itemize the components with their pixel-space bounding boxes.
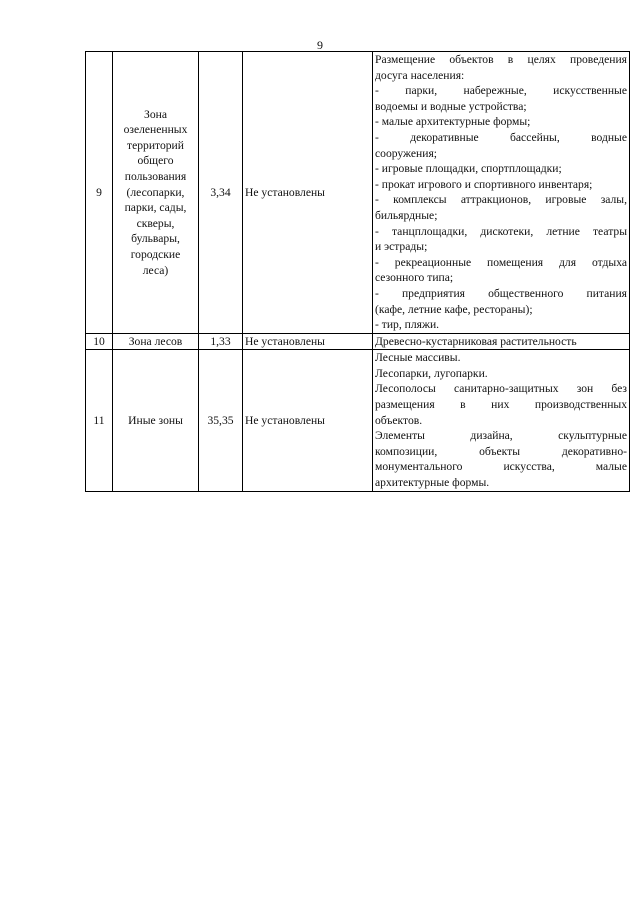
permitted-use-line: - декоративные бассейны, водные xyxy=(375,130,627,144)
permitted-use-line: Лесополосы санитарно-защитных зон без xyxy=(375,382,627,396)
zone-name-line: озелененных xyxy=(123,123,188,137)
zone-name-line: городские xyxy=(130,247,181,261)
permitted-use-line: размещения в них производственных xyxy=(375,398,627,412)
zones-table-body xyxy=(86,52,630,492)
permitted-use-line: - предприятия общественного питания xyxy=(375,286,627,300)
permitted-use-line: композиции, объекты декоративно- xyxy=(375,444,627,458)
page-number: 9 xyxy=(317,38,323,52)
zone-area: 3,34 xyxy=(199,52,243,334)
permitted-use-line: Размещение объектов в целях проведения xyxy=(375,53,627,66)
permitted-use-line: монументального искусства, малые xyxy=(375,460,627,474)
zone-limits: Не установлены xyxy=(243,333,373,350)
permitted-use-line: (кафе, летние кафе, рестораны); xyxy=(375,302,533,316)
zone-number: 10 xyxy=(86,333,113,350)
zones-table xyxy=(85,51,630,492)
zone-permitted-uses xyxy=(373,333,630,350)
table-row xyxy=(86,333,630,350)
permitted-use-line: - прокат игрового и спортивного инвентаря; xyxy=(375,177,593,191)
zone-name-line: Зона лесов xyxy=(128,334,183,348)
permitted-use-line: - игровые площадки, спортплощадки; xyxy=(375,162,562,176)
zone-name-line: пользования xyxy=(124,169,187,183)
zone-name-line: бульвары, xyxy=(131,232,180,246)
zone-area: 35,35 xyxy=(199,350,243,491)
permitted-use-line: - тир, пляжи. xyxy=(375,318,440,332)
permitted-use-line: архитектурные формы. xyxy=(375,476,490,490)
zone-number: 9 xyxy=(86,52,113,334)
zone-limits: Не установлены xyxy=(243,350,373,491)
zone-name-line: территорий xyxy=(127,138,184,152)
table-row xyxy=(86,52,630,334)
zone-name-line: парки, сады, xyxy=(124,201,187,215)
zone-permitted-uses xyxy=(373,52,630,334)
permitted-use-line: Лесные массивы. xyxy=(375,351,461,365)
zone-area: 1,33 xyxy=(199,333,243,350)
zone-name-line: леса) xyxy=(142,263,169,277)
permitted-use-line: объектов. xyxy=(375,413,423,427)
permitted-use-line: - парки, набережные, искусственные xyxy=(375,84,627,98)
zone-name-line: Зона xyxy=(144,107,167,121)
zone-name-line: общего xyxy=(137,154,174,168)
zone-name xyxy=(113,333,199,350)
permitted-use-line: - комплексы аттракционов, игровые залы, xyxy=(375,193,627,207)
zone-number: 11 xyxy=(86,350,113,491)
zone-permitted-uses xyxy=(373,350,630,491)
permitted-use-line: бильярдные; xyxy=(375,208,438,222)
table-row xyxy=(86,350,630,491)
permitted-use-line: - малые архитектурные формы; xyxy=(375,115,531,129)
zone-name-line: Иные зоны xyxy=(128,413,183,427)
zone-name xyxy=(113,52,199,334)
permitted-use-line: Древесно-кустарниковая растительность xyxy=(375,334,577,348)
zone-name-line: (лесопарки, xyxy=(126,185,185,199)
zone-name-line: скверы, xyxy=(136,216,175,230)
zone-name xyxy=(113,350,199,491)
permitted-use-line: сезонного типа; xyxy=(375,271,454,285)
permitted-use-line: Элементы дизайна, скульптурные xyxy=(375,429,627,443)
permitted-use-line: сооружения; xyxy=(375,146,437,160)
permitted-use-line: Лесопарки, лугопарки. xyxy=(375,366,488,380)
permitted-use-line: и эстрады; xyxy=(375,240,428,254)
permitted-use-line: водоемы и водные устройства; xyxy=(375,99,527,113)
permitted-use-line: досуга населения: xyxy=(375,68,465,82)
zone-limits: Не установлены xyxy=(243,52,373,334)
permitted-use-line: - рекреационные помещения для отдыха xyxy=(375,255,627,269)
permitted-use-line: - танцплощадки, дискотеки, летние театры xyxy=(375,224,627,238)
